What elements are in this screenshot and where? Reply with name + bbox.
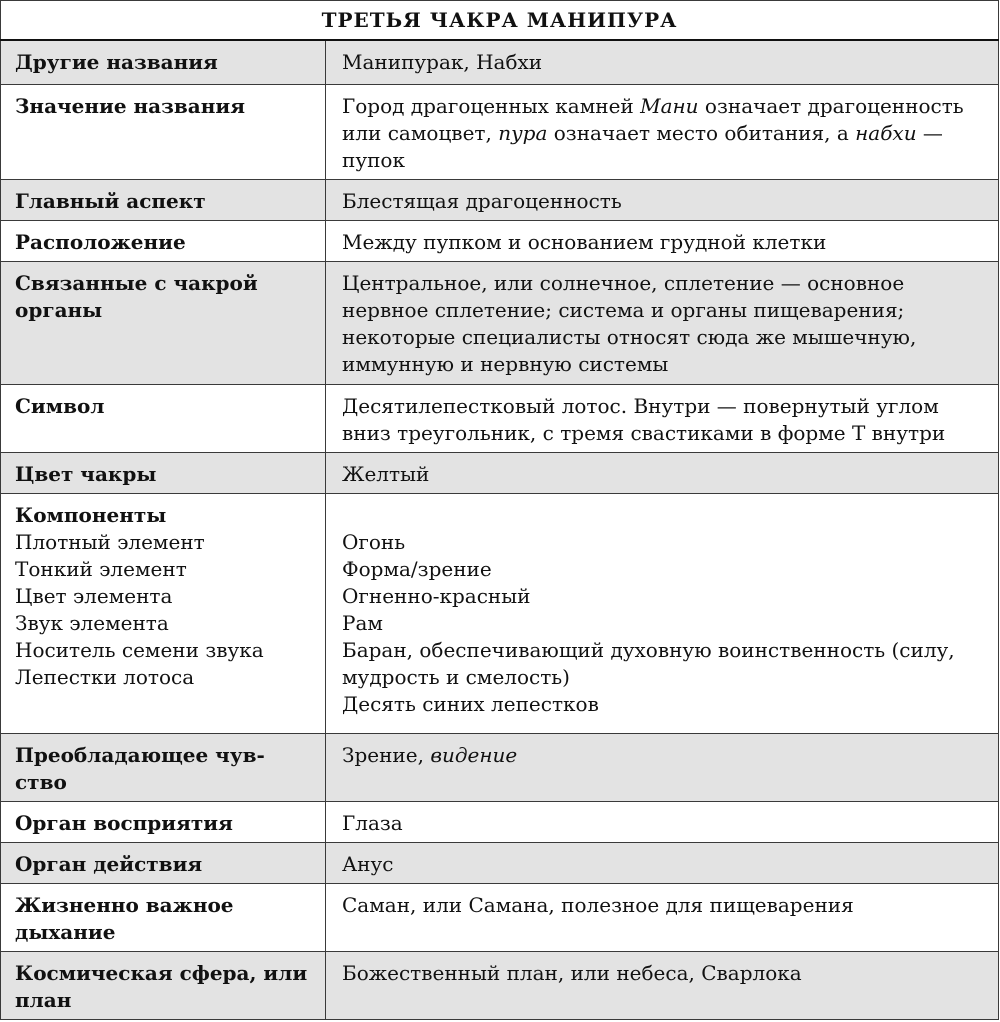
row-value-vital-breath: Саман, или Самана, полезное для пищеварения bbox=[326, 884, 999, 952]
component-value: Рам bbox=[342, 611, 383, 635]
italic-term: пура bbox=[498, 121, 548, 145]
row-label-related-organs: Связанные с чакрой органы bbox=[1, 262, 326, 385]
row-label-symbol: Символ bbox=[1, 385, 326, 453]
component-name: Лепестки лотоса bbox=[15, 665, 195, 689]
row-value-related-organs: Центральное, или солнечное, сплетение — основное нервное сплетение; система и органы пищеварения; некоторые специалисты относят сюда же мышечную, иммунную и нервную системы bbox=[326, 262, 999, 385]
row-label-components bbox=[1, 494, 326, 734]
component-value: Форма/зрение bbox=[342, 557, 492, 581]
italic-term: набхи bbox=[855, 121, 917, 145]
row-label-action-organ: Орган действия bbox=[1, 843, 326, 884]
italic-term: Мани bbox=[640, 94, 699, 118]
row-value-perception-organ: Глаза bbox=[326, 802, 999, 843]
component-value: Баран, обеспечивающий духовную воинственность (силу, мудрость и смелость) bbox=[342, 638, 955, 689]
table-row bbox=[1, 802, 999, 843]
row-value-main-aspect: Блестящая драгоценность bbox=[326, 180, 999, 221]
row-label-main-aspect: Главный аспект bbox=[1, 180, 326, 221]
row-value-dominant-sense bbox=[326, 734, 999, 802]
row-value-chakra-color: Желтый bbox=[326, 453, 999, 494]
row-value-location: Между пупком и основанием грудной клетки bbox=[326, 221, 999, 262]
component-value: Огонь bbox=[342, 530, 406, 554]
row-value-name-meaning bbox=[326, 85, 999, 180]
table-row bbox=[1, 262, 999, 385]
table-row bbox=[1, 180, 999, 221]
text-fragment: — пупок bbox=[342, 121, 943, 172]
row-label-perception-organ: Орган восприятия bbox=[1, 802, 326, 843]
component-value: Огненно-красный bbox=[342, 584, 531, 608]
row-label-other-names: Другие названия bbox=[1, 40, 326, 85]
table-caption-row bbox=[1, 1, 999, 40]
row-value-action-organ: Анус bbox=[326, 843, 999, 884]
table-row bbox=[1, 884, 999, 952]
row-value-components bbox=[326, 494, 999, 734]
text-fragment: означает место обитания, а bbox=[547, 121, 856, 145]
italic-term: видение bbox=[430, 743, 518, 767]
component-value: Десять синих лепестков bbox=[342, 692, 599, 716]
table-row bbox=[1, 494, 999, 734]
row-label-cosmic-sphere: Космическая сфера, или план bbox=[1, 952, 326, 1020]
table-row bbox=[1, 734, 999, 802]
table-row bbox=[1, 40, 999, 85]
row-label-location: Расположение bbox=[1, 221, 326, 262]
row-label-chakra-color: Цвет чакры bbox=[1, 453, 326, 494]
table-row bbox=[1, 843, 999, 884]
component-name: Тонкий элемент bbox=[15, 557, 187, 581]
row-value-cosmic-sphere: Божественный план, или небеса, Сварлока bbox=[326, 952, 999, 1020]
table-row bbox=[1, 221, 999, 262]
table-row bbox=[1, 952, 999, 1020]
row-value-other-names: Манипурак, Набхи bbox=[326, 40, 999, 85]
component-name: Плотный элемент bbox=[15, 530, 205, 554]
table-title: ТРЕТЬЯ ЧАКРА МАНИПУРА bbox=[1, 1, 999, 40]
component-name: Цвет элемента bbox=[15, 584, 173, 608]
component-name: Носитель семени звука bbox=[15, 638, 264, 662]
text-fragment: Город драгоценных камней bbox=[342, 94, 641, 118]
components-heading: Компоненты bbox=[15, 503, 167, 527]
text-fragment: Зрение, bbox=[342, 743, 431, 767]
table-row bbox=[1, 85, 999, 180]
row-label-vital-breath: Жизненно важное дыхание bbox=[1, 884, 326, 952]
row-value-symbol: Десятилепестковый лотос. Внутри — повернутый углом вниз треугольник, с тремя свастиками в форме Т внутри bbox=[326, 385, 999, 453]
text-fragment: означает драгоценность или самоцвет, bbox=[342, 94, 964, 145]
table-row bbox=[1, 453, 999, 494]
table-row bbox=[1, 385, 999, 453]
row-label-name-meaning: Значение названия bbox=[1, 85, 326, 180]
component-name: Звук элемента bbox=[15, 611, 169, 635]
row-label-dominant-sense: Преобладающее чув-ство bbox=[1, 734, 326, 802]
